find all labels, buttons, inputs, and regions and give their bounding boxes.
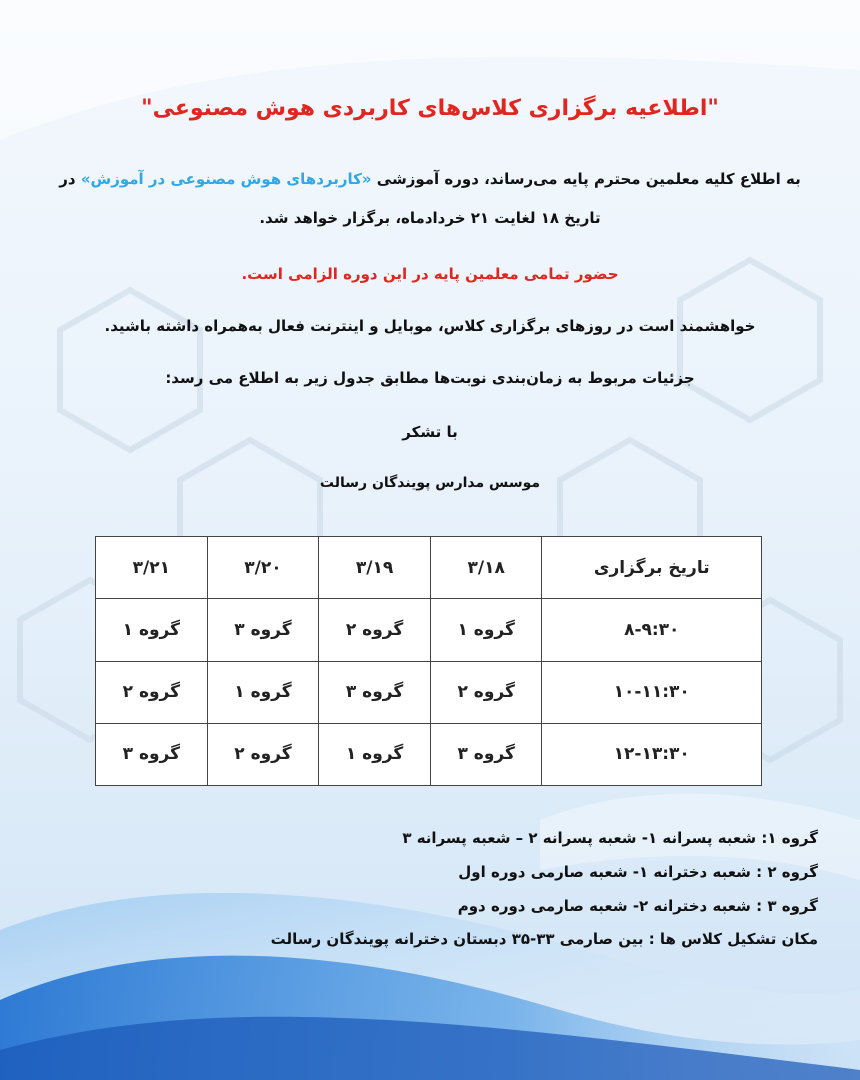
group-notes bbox=[40, 822, 818, 957]
group-cell: گروه ۳ bbox=[430, 723, 542, 785]
group-cell: گروه ۲ bbox=[319, 599, 431, 661]
group-cell: گروه ۳ bbox=[207, 599, 319, 661]
request-text: خواهشمند است در روزهای برگزاری کلاس، موبایل و اینترنت فعال به‌همراه داشته باشید. bbox=[104, 317, 756, 335]
intro-text-2: در تاریخ ۱۸ لغایت ۲۱ خردادماه، برگزار خواهد شد. bbox=[59, 170, 601, 227]
table-row bbox=[96, 599, 762, 661]
group-cell: گروه ۱ bbox=[207, 661, 319, 723]
group-cell: گروه ۳ bbox=[96, 723, 208, 785]
note-line: گروه ۲ : شعبه دخترانه ۱- شعبه صارمی دوره اول bbox=[458, 862, 818, 881]
time-cell: ۱۰-۱۱:۳۰ bbox=[542, 661, 762, 723]
intro-text-1: به اطلاع کلیه معلمین محترم پایه می‌رساند، دوره آموزشی bbox=[371, 170, 801, 188]
group-cell: گروه ۲ bbox=[96, 661, 208, 723]
table-row bbox=[96, 537, 762, 599]
table-row bbox=[96, 723, 762, 785]
mandatory-notice: حضور تمامی معلمین پایه در این دوره الزامی است. bbox=[241, 265, 619, 283]
group-cell: گروه ۲ bbox=[207, 723, 319, 785]
signature: موسس مدارس پویندگان رسالت bbox=[319, 475, 541, 491]
intro-paragraph bbox=[40, 160, 820, 238]
header-cell: تاریخ برگزاری bbox=[542, 537, 762, 599]
note-line: مکان تشکیل کلاس ها : بین صارمی ۳۳-۳۵ دبستان دخترانه پویندگان رسالت bbox=[270, 930, 818, 949]
group-cell: گروه ۳ bbox=[319, 661, 431, 723]
note-line: گروه ۳ : شعبه دخترانه ۲- شعبه صارمی دوره دوم bbox=[457, 896, 818, 915]
thanks-text: با تشکر bbox=[402, 423, 458, 441]
date-cell: ۳/۱۸ bbox=[430, 537, 542, 599]
page-title: "اطلاعیه برگزاری کلاس‌های کاربردی هوش مصنوعی" bbox=[141, 96, 719, 121]
schedule-table bbox=[95, 536, 762, 786]
date-cell: ۳/۲۰ bbox=[207, 537, 319, 599]
group-cell: گروه ۱ bbox=[319, 723, 431, 785]
group-cell: گروه ۱ bbox=[430, 599, 542, 661]
time-cell: ۸-۹:۳۰ bbox=[542, 599, 762, 661]
group-cell: گروه ۱ bbox=[96, 599, 208, 661]
note-line: گروه ۱: شعبه پسرانه ۱- شعبه پسرانه ۲ – شعبه پسرانه ۳ bbox=[402, 829, 818, 847]
date-cell: ۳/۱۹ bbox=[319, 537, 431, 599]
table-row bbox=[96, 661, 762, 723]
course-name: «کاربردهای هوش مصنوعی در آموزش» bbox=[80, 170, 372, 188]
date-cell: ۳/۲۱ bbox=[96, 537, 208, 599]
group-cell: گروه ۲ bbox=[430, 661, 542, 723]
time-cell: ۱۲-۱۳:۳۰ bbox=[542, 723, 762, 785]
details-text: جزئیات مربوط به زمان‌بندی نوبت‌ها مطابق جدول زیر به اطلاع می رسد: bbox=[165, 369, 695, 387]
